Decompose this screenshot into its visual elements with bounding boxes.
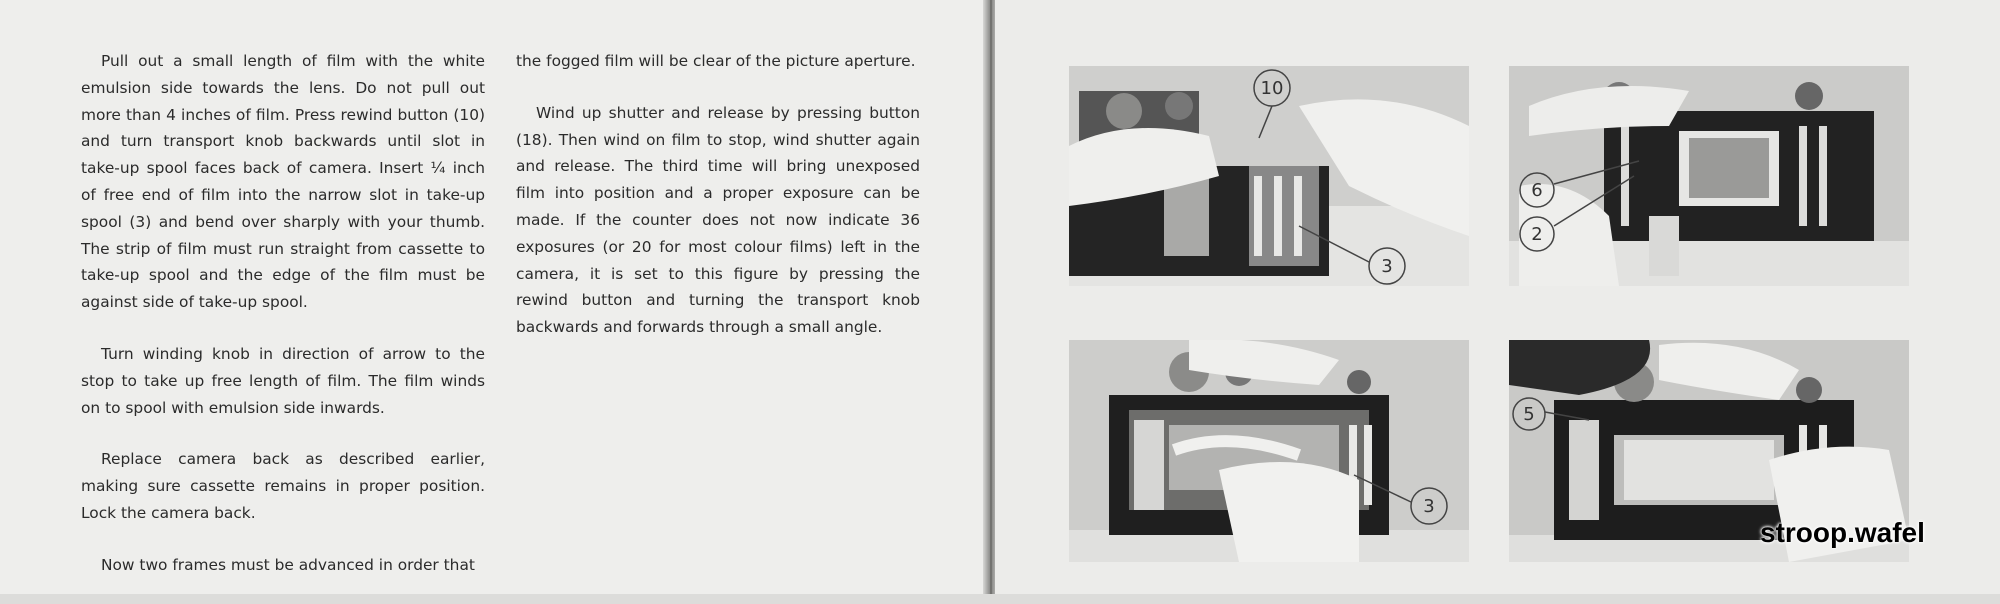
camera-photo-top-right — [1509, 66, 1909, 286]
text-column-2 — [516, 48, 920, 366]
callout-label: 5 — [1523, 404, 1535, 425]
paragraph: the fogged film will be clear of the picture aperture. — [516, 52, 916, 70]
camera-photo-bottom-left — [1069, 340, 1469, 562]
paragraph: Replace camera back as described earlier, making sure cassette remains in proper position. Lock the camera back. — [81, 450, 485, 522]
callout-label: 10 — [1260, 78, 1284, 99]
callout-label: 3 — [1423, 496, 1435, 517]
text-column-1 — [81, 48, 485, 604]
camera-photo-top-left — [1069, 66, 1469, 286]
callout-label: 6 — [1531, 180, 1543, 201]
paragraph: Now two frames must be advanced in order that — [101, 555, 475, 574]
callout-label: 2 — [1531, 224, 1543, 245]
callout-label: 3 — [1381, 256, 1393, 277]
watermark: stroop.wafel — [1760, 517, 1925, 548]
paragraph: Pull out a small length of film with the white emulsion side towards the lens. Do not pull out more than 4 inches of film. Press rewind button (10) and turn transport knob backwards until slot in take-up spool faces back of camera. Insert ¼ inch of free end of film into the narrow slot in take-up spool (3) and bend over sharply with your thumb. The strip of film must run straight from cassette to take-up spool and the edge of the film must be against side of take-up spool. — [81, 52, 485, 312]
left-page — [0, 0, 991, 594]
paragraph: Wind up shutter and release by pressing button (18). Then wind on film to stop, wind shutter again and release. The third time will bring unexposed film into position and a proper exposure can be made. If the counter does not now indicate 36 exposures (or 20 for most colour films) left in the camera, it is set to this figure by pressing the rewind button and turning the transport knob backwards and forwards through a small angle. — [516, 103, 920, 337]
paragraph: Turn winding knob in direction of arrow to the stop to take up free length of film. The film winds on to spool with emulsion side inwards. — [81, 344, 485, 417]
